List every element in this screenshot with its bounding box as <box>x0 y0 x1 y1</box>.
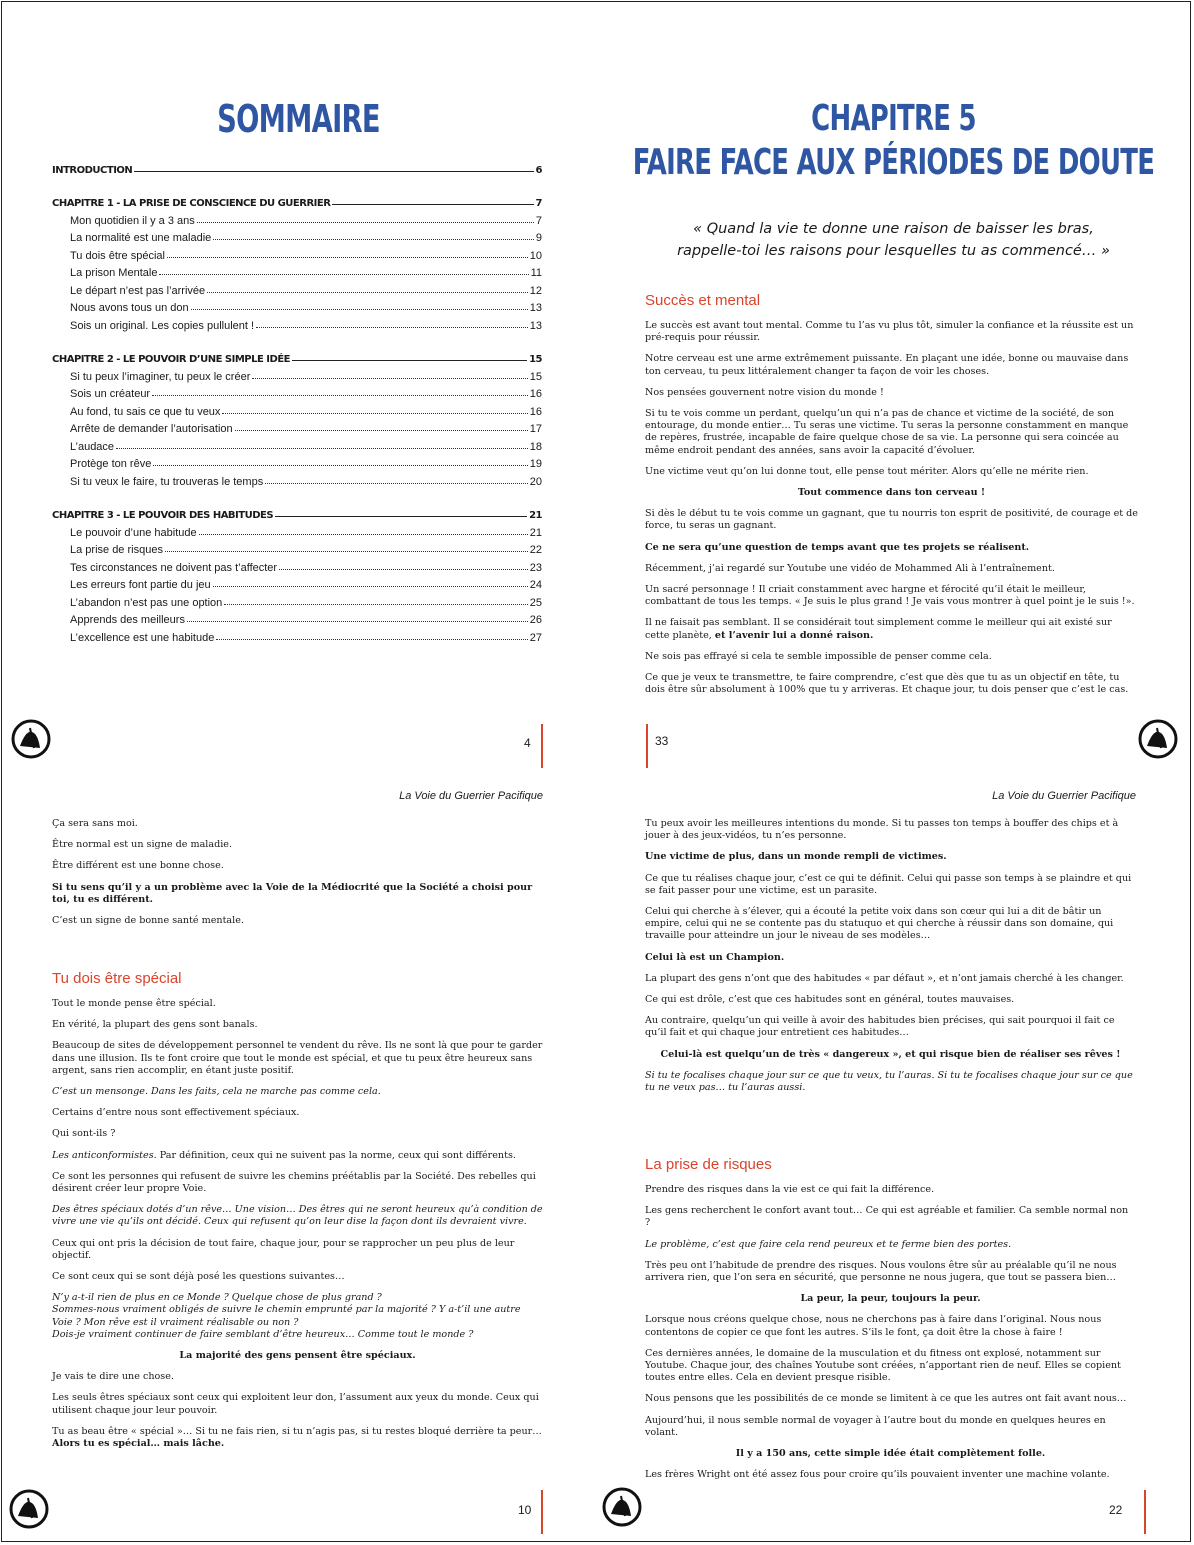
paragraph <box>645 1205 1136 1229</box>
paragraph <box>52 915 543 927</box>
page-body <box>645 1184 1136 1490</box>
section-title: Succès et mental <box>645 292 761 309</box>
toc-entry-page: 20 <box>529 475 542 488</box>
paragraph <box>645 672 1138 696</box>
paragraph-text: Ce que tu réalises chaque jour, c’est ce qui te définit. Celui qui passe son temps à se plaindre et qui se fait passer pour une victime, est un parasite. <box>645 872 1132 896</box>
paragraph-text: Au contraire, quelqu’un qui veille à avoir des habitudes bien précises, qui sait pourquoi il fait ce qu’il fait et qui chaque jour entretient ces habitudes… <box>645 1015 1115 1039</box>
toc-entry-page: 26 <box>529 614 542 626</box>
toc-entry-label: Si tu peux l’imaginer, tu peux le créer <box>70 370 251 383</box>
paragraph <box>52 1238 543 1262</box>
toc-entry-page: 22 <box>529 544 542 556</box>
paragraph <box>645 973 1136 985</box>
paragraph <box>52 1371 543 1383</box>
paragraph-text: Je vais te dire une chose. <box>52 1371 174 1383</box>
toc-entry-page: 24 <box>529 579 542 591</box>
page-number-rule <box>541 724 543 768</box>
paragraph-text: Le problème, c’est que faire cela rend peureux et te ferme bien des portes. <box>645 1238 1012 1250</box>
paragraph <box>645 651 1138 663</box>
toc-entry[interactable] <box>52 244 542 262</box>
toc-leader-dots <box>191 309 528 310</box>
page-chapitre-5 <box>597 2 1190 772</box>
paragraph-text: En vérité, la plupart des gens sont banals. <box>52 1019 258 1031</box>
toc-entry-page: 15 <box>529 370 542 383</box>
toc-entry[interactable] <box>52 383 542 401</box>
paragraph-text: Si tu te focalises chaque jour sur ce que tu veux, tu l’auras. Si tu te focalises chaque jour sur ce que tu ne veux pas… tu l’auras aussi. <box>645 1069 1133 1094</box>
toc-entry-page: 18 <box>529 440 542 453</box>
paragraph-text: Lorsque nous créons quelque chose, nous ne cherchons pas à faire dans l’original. Nous nous contentons de copier ce que font les autres. S’ils le font, ça doit être la chose à faire ! <box>645 1314 1102 1338</box>
paragraph-text: Notre cerveau est une arme extrêmement puissante. En plaçant une idée, bonne ou mauvaise dans ton cerveau, tu peux littéralement changer ta façon de voir les choses. <box>645 353 1129 377</box>
paragraph <box>645 1293 1136 1305</box>
toc-entry-label: Nous avons tous un don <box>70 302 189 314</box>
paragraph-text: Si tu te vois comme un perdant, quelqu’un qui n’a pas de chance et victime de la société, de son entourage, du monde entier… Tu seras une victime. Tu seras la personne constamment en manque de repères, frustrée, incapable de faire quelque chose de sa vie. La personne qui sera coincée au même endroit pendant des années, sans avoir la capacité d’évoluer. <box>645 408 1129 456</box>
paragraph-text: Le succès est avant tout mental. Comme tu l’as vu plus tôt, simuler la confiance et la réussite est un pré-requis pour réussir. <box>645 320 1134 344</box>
paragraph <box>645 508 1138 532</box>
toc-entry-label: INTRODUCTION <box>52 164 133 176</box>
toc-entry-label: Si tu veux le faire, tu trouveras le temps <box>70 475 264 488</box>
toc-chapter-entry[interactable] <box>52 192 542 210</box>
paragraph-text: Qui sont-ils ? <box>52 1128 116 1140</box>
toc-leader-dots <box>152 395 528 396</box>
paragraph-text: Sommes-nous vraiment obligés de suivre le chemin emprunté par la majorité ? Y a-t’il une autre Voie ? Mon rêve est il vraiment réalisable ou non ? <box>52 1304 521 1328</box>
toc-leader-dots <box>292 360 527 361</box>
toc-entry-label: CHAPITRE 1 - LA PRISE DE CONSCIENCE DU GUERRIER <box>52 198 331 209</box>
paragraph <box>52 1150 543 1162</box>
paragraph-text: Si dès le début tu te vois comme un gagnant, que tu nourris ton esprit de positivité, de courage et de force, tu seras un gagnant. <box>645 508 1138 532</box>
toc-leader-dots <box>216 639 527 640</box>
paragraph <box>52 1350 543 1362</box>
toc-leader-dots <box>199 534 528 535</box>
paragraph-text: Tout commence dans ton cerveau ! <box>797 487 986 499</box>
paragraph <box>645 1393 1136 1405</box>
paragraph-text: Ce qui est drôle, c’est que ces habitudes sont en général, toutes mauvaises. <box>645 994 1015 1006</box>
toc-entry-label: Tu dois être spécial <box>70 249 165 262</box>
section-title: Tu dois être spécial <box>52 970 182 987</box>
toc-entry-label: La normalité est une maladie <box>70 232 212 244</box>
toc-leader-dots <box>224 604 527 605</box>
toc-leader-dots <box>235 430 528 431</box>
paragraph <box>52 1019 543 1031</box>
paragraph-text: Récemment, j’ai regardé sur Youtube une vidéo de Mohammed Ali à l’entraînement. <box>645 562 1055 574</box>
page-body <box>52 998 543 1459</box>
page-number: 4 <box>524 736 531 750</box>
toc-entry-page: 21 <box>529 510 542 521</box>
toc-entry-page: 12 <box>529 284 542 297</box>
paragraph <box>52 860 543 872</box>
paragraph-text: Ceux qui ont pris la décision de tout faire, chaque jour, pour se rapprocher un peu plus de leur objectif. <box>52 1237 515 1261</box>
paragraph <box>645 353 1138 377</box>
paragraph-text: Être normal est un signe de maladie. <box>52 839 233 851</box>
paragraph <box>52 1040 543 1077</box>
paragraph-text: N’y a-t-il rien de plus en ce Monde ? Quelque chose de plus grand ? <box>52 1292 382 1304</box>
toc-entry-label: Apprends des meilleurs <box>70 614 185 626</box>
toc-entry-page: 19 <box>529 458 542 470</box>
toc-entry-label: L’audace <box>70 440 115 453</box>
paragraph-text: Ne sois pas effrayé si cela te semble impossible de penser comme cela. <box>645 650 992 662</box>
toc-entry-label: La prison Mentale <box>70 267 158 279</box>
toc-entry-page: 11 <box>530 267 542 279</box>
toc-leader-dots <box>332 204 533 205</box>
toc-entry[interactable] <box>52 539 542 557</box>
paragraph <box>52 1292 543 1304</box>
paragraph <box>645 542 1138 554</box>
paragraph-text: Tout le monde pense être spécial. <box>52 998 216 1009</box>
toc-leader-dots <box>207 292 528 293</box>
paragraph <box>52 1204 543 1228</box>
paragraph-text: La plupart des gens n’ont que des habitudes « par défaut », et n’ont jamais cherché à les changer. <box>645 972 1124 984</box>
toc-entry-label: Les erreurs font partie du jeu <box>70 579 211 591</box>
paragraph <box>645 994 1136 1006</box>
logo-icon <box>601 1486 643 1528</box>
toc-leader-dots <box>153 465 527 466</box>
toc-entry-label: L’abandon n’est pas une option <box>70 596 223 609</box>
paragraph-text: Tu as beau être « spécial »… Si tu ne fais rien, si tu n’agis pas, si tu restes bloqué derrière ta peur… <box>52 1425 542 1437</box>
paragraph-text: Les gens recherchent le confort avant tout… Ce qui est agréable et familier. Ca semble normal non ? <box>645 1205 1129 1229</box>
page-body-top <box>645 818 1136 1103</box>
paragraph-text: Il ne faisait pas semblant. Il se considérait tout simplement comme le meilleur qui ait existé sur cette planète, <box>645 617 1112 641</box>
paragraph <box>52 1086 543 1098</box>
table-of-contents <box>52 158 542 644</box>
toc-gap <box>52 332 542 348</box>
paragraph-text: Celui là est un Champion. <box>645 951 785 963</box>
paragraph <box>645 818 1136 842</box>
toc-entry-label: Arrête de demander l’autorisation <box>70 423 233 435</box>
paragraph <box>645 1070 1136 1094</box>
paragraph-text: Si tu sens qu’il y a un problème avec la Voie de la Médiocrité que la Société a choisi pour toi, tu es différent. <box>52 881 533 905</box>
paragraph <box>645 1314 1136 1338</box>
toc-entry[interactable] <box>52 609 542 627</box>
toc-entry-page: 27 <box>529 631 542 644</box>
toc-entry-page: 9 <box>535 232 542 244</box>
page-number-rule <box>541 1490 543 1534</box>
toc-leader-dots <box>165 551 528 552</box>
paragraph-text: Nous pensons que les possibilités de ce monde se limitent à ce que les autres ont fait avant nous… <box>645 1393 1127 1405</box>
paragraph-text: Celui qui cherche à s’élever, qui a écouté la petite voix dans son cœur qui lui a dit de bâtir un empire, celui qui ne se contente pas du statuquo et qui cherche à réussir dans son domaine, qui travaille pour atteindre un jour le niveau de ses modèles… <box>645 906 1114 942</box>
page-number: 33 <box>655 734 669 748</box>
toc-entry[interactable] <box>52 279 542 297</box>
paragraph-text: Ça sera sans moi. <box>52 818 138 829</box>
quote-line-1: « Quand la vie te donne une raison de baisser les bras, <box>693 221 1094 237</box>
paragraph-text: C’est un signe de bonne santé mentale. <box>52 915 244 927</box>
toc-entry[interactable] <box>52 591 542 609</box>
toc-entry[interactable] <box>52 521 542 539</box>
toc-leader-dots <box>197 222 534 223</box>
paragraph-text: Ces dernières années, le domaine de la musculation et du fitness ont explosé, notamment sur Youtube. Chaque jour, des chaînes Youtube sont créées, n’apportant rien de neuf. Elles se copient toutes entre elles. Cela en devient presque risible. <box>645 1347 1121 1384</box>
paragraph <box>52 818 543 830</box>
toc-entry-label: L’excellence est une habitude <box>70 631 215 644</box>
paragraph-bold: et l’avenir lui a donné raison. <box>714 629 874 641</box>
toc-gap <box>52 176 542 192</box>
toc-entry[interactable] <box>52 227 542 245</box>
paragraph-text: C’est un mensonge. Dans les faits, cela ne marche pas comme cela. <box>52 1086 381 1098</box>
paragraph-text: Nos pensées gouvernent notre vision du monde ! <box>645 386 884 398</box>
paragraph <box>52 1329 543 1341</box>
paragraph <box>645 408 1138 457</box>
toc-leader-dots <box>265 483 528 484</box>
page-22 <box>597 772 1190 1543</box>
paragraph <box>645 1239 1136 1251</box>
paragraph-text: Très peu ont l’habitude de prendre des risques. Nous voulons être sûr au préalable qu’il ne nous arrivera rien, que l’on sera en sécurité, que personne ne nous jugera, que tout se passera bien… <box>645 1259 1117 1284</box>
paragraph-bold: Alors tu es spécial… mais lâche. <box>52 1438 225 1450</box>
toc-entry-label: Au fond, tu sais ce que tu veux <box>70 405 221 418</box>
paragraph <box>645 1448 1136 1460</box>
paragraph <box>52 839 543 851</box>
paragraph <box>645 1260 1136 1284</box>
toc-leader-dots <box>134 171 533 172</box>
paragraph <box>52 1107 543 1119</box>
toc-leader-dots <box>213 586 528 587</box>
paragraph <box>645 851 1136 863</box>
toc-entry[interactable] <box>52 297 542 315</box>
paragraph <box>52 1426 543 1450</box>
toc-entry-label: Tes circonstances ne doivent pas t’affecter <box>70 561 278 574</box>
chapter-number-title: CHAPITRE 5 <box>811 98 976 139</box>
page-sommaire <box>2 2 595 772</box>
running-header: La Voie du Guerrier Pacifique <box>992 790 1136 802</box>
paragraph <box>645 387 1138 399</box>
paragraph <box>645 873 1136 897</box>
toc-entry-label: Le pouvoir d’une habitude <box>70 526 197 539</box>
paragraph <box>52 1271 543 1283</box>
toc-chapter-entry[interactable] <box>52 504 542 522</box>
toc-leader-dots <box>213 239 534 240</box>
paragraph-text: Celui-là est quelqu’un de très « dangereux », et qui risque bien de réaliser ses rêves ! <box>660 1048 1121 1060</box>
toc-entry[interactable] <box>52 262 542 280</box>
paragraph-text: Une victime veut qu’on lui donne tout, elle pense tout mériter. Alors qu’elle ne mérite rien. <box>645 465 1089 477</box>
toc-entry[interactable] <box>52 470 542 488</box>
paragraph-text: Aujourd’hui, il nous semble normal de voyager à l’autre bout du monde en quelques heures en volant. <box>645 1414 1106 1438</box>
toc-gap <box>52 488 542 504</box>
paragraph <box>645 563 1138 575</box>
paragraph-text: La peur, la peur, toujours la peur. <box>800 1293 981 1305</box>
toc-leader-dots <box>275 516 527 517</box>
chapter-quote <box>617 218 1170 262</box>
toc-entry-page: 25 <box>529 596 542 609</box>
toc-entry-page: 6 <box>535 164 542 176</box>
toc-entry-label: CHAPITRE 2 - LE POUVOIR D’UNE SIMPLE IDÉE <box>52 354 290 365</box>
paragraph <box>645 906 1136 943</box>
paragraph <box>645 1469 1136 1481</box>
toc-entry-page: 10 <box>529 249 542 262</box>
page-10 <box>2 772 595 1543</box>
paragraph <box>645 584 1138 608</box>
toc-leader-dots <box>222 413 527 414</box>
toc-entry[interactable] <box>52 314 542 332</box>
toc-entry[interactable] <box>52 626 542 644</box>
paragraph-text: Ce que je veux te transmettre, te faire comprendre, c’est que dès que tu as un objectif en tête, tu dois être sûr absolument à 100% que tu y arriveras. Et chaque jour, tu dois penser que c’est le cas. <box>645 672 1129 696</box>
paragraph <box>52 882 543 906</box>
paragraph <box>52 998 543 1010</box>
toc-entry-label: Sois un créateur <box>70 388 151 400</box>
page-number: 10 <box>518 1503 532 1517</box>
toc-entry-label: Mon quotidien il y a 3 ans <box>70 214 195 227</box>
paragraph <box>645 1348 1136 1385</box>
toc-entry-label: CHAPITRE 3 - LE POUVOIR DES HABITUDES <box>52 510 274 521</box>
toc-entry-label: Protège ton rêve <box>70 458 152 470</box>
chapter-body <box>645 320 1138 705</box>
paragraph <box>645 617 1138 641</box>
paragraph <box>52 1128 543 1140</box>
toc-leader-dots <box>252 378 527 379</box>
paragraph-text: Ce ne sera qu’une question de temps avant que tes projets se réalisent. <box>645 541 1030 553</box>
chapter-title: FAIRE FACE AUX PÉRIODES DE DOUTE <box>632 142 1155 183</box>
logo-icon <box>10 718 52 760</box>
toc-leader-dots <box>116 448 528 449</box>
toc-entry-page: 23 <box>529 561 542 574</box>
toc-entry-page: 16 <box>529 388 542 400</box>
toc-entry-page: 16 <box>529 405 542 418</box>
toc-entry-page: 7 <box>535 214 542 227</box>
running-header: La Voie du Guerrier Pacifique <box>399 790 543 802</box>
paragraph <box>52 1304 543 1328</box>
quote-line-2: rappelle-toi les raisons pour lesquelles tu as commencé… » <box>677 243 1110 259</box>
toc-leader-dots <box>167 257 528 258</box>
page-number: 22 <box>1109 1503 1123 1517</box>
logo-icon <box>1137 718 1179 760</box>
paragraph <box>645 320 1138 344</box>
toc-entry-label: Le départ n’est pas l’arrivée <box>70 284 206 297</box>
paragraph-text: Tu peux avoir les meilleures intentions du monde. Si tu passes ton temps à bouffer des chips et à jouer à des jeux-vidéos, tu n’es personne. <box>645 818 1119 842</box>
toc-entry-page: 21 <box>529 526 542 539</box>
page-number-rule <box>646 724 648 768</box>
toc-entry[interactable] <box>52 574 542 592</box>
paragraph <box>645 952 1136 964</box>
paragraph-text: Prendre des risques dans la vie est ce qui fait la différence. <box>645 1184 935 1195</box>
toc-entry[interactable] <box>52 556 542 574</box>
toc-entry[interactable] <box>52 453 542 471</box>
toc-chapter-entry[interactable] <box>52 348 542 366</box>
sommaire-title: SOMMAIRE <box>217 97 380 141</box>
paragraph-text: Beaucoup de sites de développement personnel te vendent du rêve. Ils ne sont là que pour te garder dans une illusion. Ils te font croire que tout le monde est spécial, et que tu peux être heureux sans argent, sans rien accomplir, en étant juste positif. <box>52 1040 543 1076</box>
paragraph <box>645 1015 1136 1039</box>
paragraph-emphasis: Les anticonformistes <box>52 1149 154 1161</box>
paragraph-text: Un sacré personnage ! Il criait constamment avec hargne et férocité qu’il était le meilleur, combattant de tous les temps. « Je suis le plus grand ! Je vais vous montrer à quel point je le suis !». <box>645 584 1135 608</box>
toc-leader-dots <box>256 327 528 328</box>
toc-entry[interactable] <box>52 400 542 418</box>
paragraph-text: La majorité des gens pensent être spéciaux. <box>179 1350 416 1362</box>
paragraph-text: Les seuls êtres spéciaux sont ceux qui exploitent leur don, l’assument aux yeux du monde. Ceux qui utilisent chaque jour leur pouvoir. <box>52 1392 539 1416</box>
paragraph <box>645 487 1138 499</box>
paragraph <box>645 1184 1136 1196</box>
toc-entry-page: 13 <box>529 302 542 314</box>
toc-entry[interactable] <box>52 365 542 383</box>
paragraph <box>52 1171 543 1195</box>
paragraph <box>52 1392 543 1416</box>
paragraph-text: Certains d’entre nous sont effectivement spéciaux. <box>52 1107 300 1119</box>
paragraph-text: Être différent est une bonne chose. <box>52 860 224 872</box>
toc-entry-page: 13 <box>529 319 542 332</box>
paragraph-text: Il y a 150 ans, cette simple idée était complètement folle. <box>735 1448 1046 1460</box>
paragraph-text: . Par définition, ceux qui ne suivent pas la norme, ceux qui sont différents. <box>153 1149 516 1161</box>
paragraph-text: Ce sont les personnes qui refusent de suivre les chemins préétablis par la Société. Des rebelles qui désirent créer leur propre Voie. <box>52 1170 536 1195</box>
toc-leader-dots <box>279 569 528 570</box>
toc-leader-dots <box>187 621 528 622</box>
paragraph <box>645 1415 1136 1439</box>
page-number-rule <box>1144 1490 1146 1534</box>
paragraph-text: Une victime de plus, dans un monde rempli de victimes. <box>645 851 947 863</box>
paragraph-text: Dois-je vraiment continuer de faire semblant d’être heureux… Comme tout le monde ? <box>52 1328 474 1340</box>
logo-icon <box>8 1488 50 1530</box>
toc-entry-label: La prise de risques <box>70 544 163 556</box>
paragraph-text: Ce sont ceux qui se sont déjà posé les questions suivantes… <box>52 1271 345 1283</box>
section-title: La prise de risques <box>645 1156 772 1173</box>
toc-entry[interactable] <box>52 209 542 227</box>
toc-entry-page: 7 <box>535 198 542 209</box>
paragraph <box>645 1049 1136 1061</box>
paragraph-text: Les frères Wright ont été assez fous pour croire qu’ils pouvaient inventer une machine volante. <box>645 1469 1110 1481</box>
toc-entry-page: 17 <box>529 423 542 435</box>
toc-entry-label: Sois un original. Les copies pullulent ! <box>70 319 255 332</box>
toc-entry-page: 15 <box>529 354 542 365</box>
paragraph-text: Des êtres spéciaux dotés d’un rêve… Une vision… Des êtres qui ne seront heureux qu’à condition de vivre une vie qu’ils ont décidé. Ceux qui refusent qu’on leur dise la façon dont ils devraient vivre. <box>52 1204 543 1228</box>
toc-leader-dots <box>159 274 528 275</box>
paragraph <box>645 466 1138 478</box>
toc-entry[interactable] <box>52 418 542 436</box>
toc-chapter-entry[interactable] <box>52 158 542 176</box>
toc-entry[interactable] <box>52 435 542 453</box>
page-body-top <box>52 818 543 936</box>
